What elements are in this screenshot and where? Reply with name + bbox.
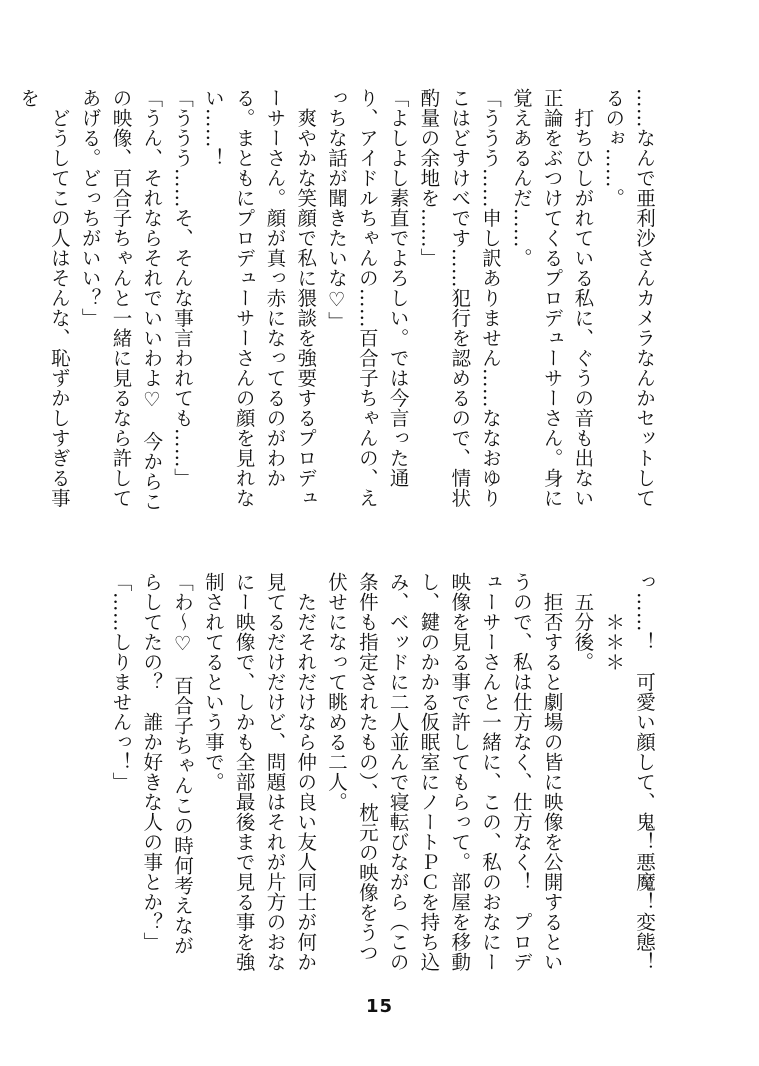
paragraph: ただそれだけなら仲の良い友人同士が何か見てるだけだけど、問題はそれが片方のおなにー映像で、しかも全部最後まで見る事を強制されてるという事で。: [201, 572, 318, 972]
paragraph: 五分後。: [571, 572, 595, 672]
paragraph: 「うん、それならそれでいいわよ♡ 今からこの映像、百合子ちゃんと一緒に見るなら許してあげる。どっちがいい？」: [78, 88, 164, 512]
paragraph: どうしてこの人はそんな、恥ずかしすぎる事を: [17, 88, 71, 508]
scene-break: ＊＊＊: [602, 572, 626, 672]
upper-text-column-block: [17, 88, 659, 526]
paragraph: ……なんで亜利沙さんカメラなんかセットしてるのぉ……。: [602, 88, 656, 508]
paragraph: 「……しりませんっ！」: [109, 572, 133, 792]
paragraph: 「ううう……そ、そんな事言われても……」: [171, 88, 195, 488]
paragraph: 拒否すると劇場の皆に映像を公開するというので、私は仕方なく、仕方なく！ プロデューサーさんと一緒に、この、私のおなにー映像を見る事で許してもらって。部屋を移動し、鍵のかかる仮眠室にノートＰＣを持ち込み、ベッドに二人並んで寝転びながら（この条件も指定されたもの）、枕元の映像をうつ伏せになって眺める二人。: [325, 572, 564, 972]
paragraph: 「わ〜♡ 百合子ちゃんこの時何考えながらしてたの？ 誰か好きな人の事とか？」: [140, 572, 195, 956]
page-number: 15: [365, 996, 394, 1017]
lower-text-column-block: [84, 572, 659, 972]
paragraph: 「よしよし素直でよろしい。では今言った通り、アイドルちゃんの……百合子ちゃんの、えっちな話が聞きたいな♡」: [325, 88, 410, 508]
paragraph: っ……！ 可愛い顔して、鬼！悪魔！変態！: [633, 572, 656, 972]
paragraph: 「ううう……申し訳ありません……ななおゆりこはどすけべです……犯行を認めるので、情状酌量の余地を……」: [417, 88, 503, 508]
paragraph: 打ちひしがれている私に、ぐうの音も出ない正論をぶつけてくるプロデューサーさん。身に覚えあるんだ……。: [509, 88, 595, 508]
paragraph: 爽やかな笑顔で私に猥談を強要するプロデューサーさん。顔が真っ赤になってるのがわかる。まともにプロデューサーさんの顔を見れない……！: [201, 88, 318, 508]
